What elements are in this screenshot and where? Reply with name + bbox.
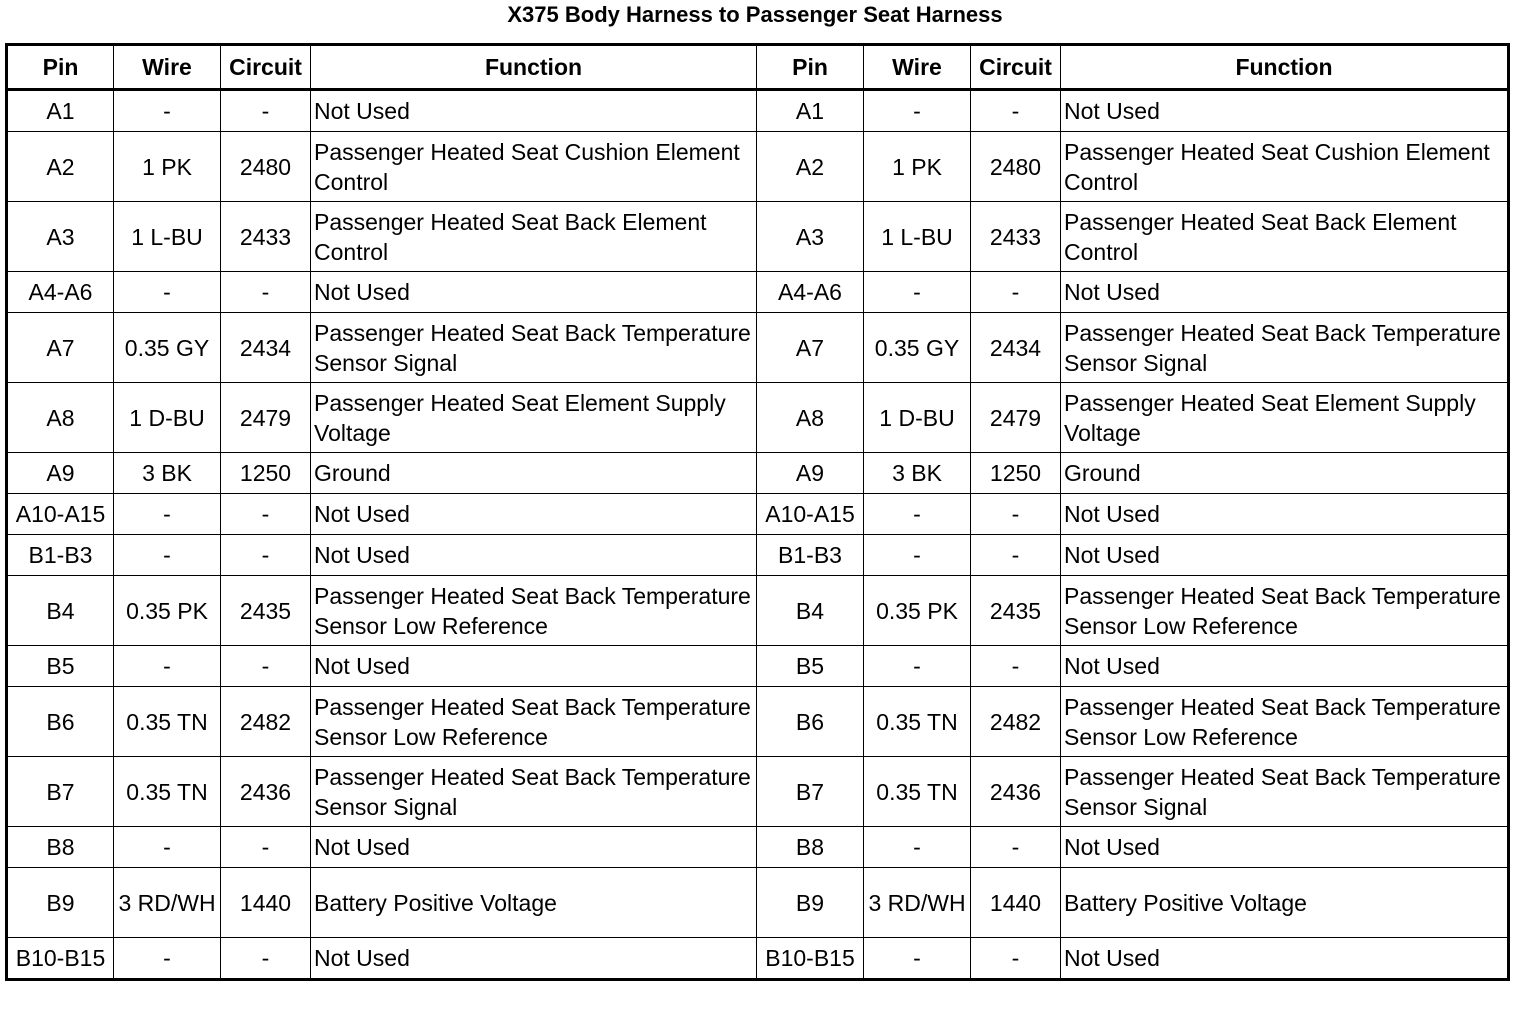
left-function-cell: Not Used bbox=[311, 646, 757, 687]
left-pin-cell: B9 bbox=[7, 868, 114, 938]
left-function-cell: Passenger Heated Seat Cushion Element Control bbox=[311, 132, 757, 202]
left-pin-cell: A9 bbox=[7, 453, 114, 494]
left-wire-cell: - bbox=[114, 272, 221, 313]
connector-pinout-table bbox=[5, 43, 1510, 981]
left-wire-cell: 0.35 TN bbox=[114, 687, 221, 757]
right-wire-cell: 0.35 PK bbox=[864, 576, 971, 646]
left-wire-cell: - bbox=[114, 646, 221, 687]
right-wire-cell: 1 L-BU bbox=[864, 202, 971, 272]
right-wire-cell: 1 D-BU bbox=[864, 383, 971, 453]
right-circuit-cell: - bbox=[971, 646, 1061, 687]
left-function-cell: Passenger Heated Seat Back Temperature Sensor Low Reference bbox=[311, 687, 757, 757]
right-pin-cell: A9 bbox=[757, 453, 864, 494]
left-pin-cell: B6 bbox=[7, 687, 114, 757]
table-row bbox=[7, 938, 1509, 980]
left-function-cell: Battery Positive Voltage bbox=[311, 868, 757, 938]
right-circuit-cell: - bbox=[971, 494, 1061, 535]
right-function-cell: Passenger Heated Seat Back Temperature Sensor Low Reference bbox=[1061, 687, 1509, 757]
right-pin-cell: B6 bbox=[757, 687, 864, 757]
left-circuit-cell: - bbox=[221, 494, 311, 535]
header-wire-left: Wire bbox=[114, 45, 221, 90]
header-pin-left: Pin bbox=[7, 45, 114, 90]
right-function-cell: Not Used bbox=[1061, 827, 1509, 868]
left-wire-cell: - bbox=[114, 90, 221, 132]
left-wire-cell: - bbox=[114, 827, 221, 868]
left-pin-cell: A2 bbox=[7, 132, 114, 202]
left-function-cell: Passenger Heated Seat Element Supply Voltage bbox=[311, 383, 757, 453]
left-circuit-cell: - bbox=[221, 827, 311, 868]
right-pin-cell: B8 bbox=[757, 827, 864, 868]
left-function-cell: Passenger Heated Seat Back Temperature Sensor Low Reference bbox=[311, 576, 757, 646]
left-function-cell: Passenger Heated Seat Back Temperature Sensor Signal bbox=[311, 313, 757, 383]
right-circuit-cell: - bbox=[971, 827, 1061, 868]
right-circuit-cell: - bbox=[971, 272, 1061, 313]
right-circuit-cell: 2480 bbox=[971, 132, 1061, 202]
right-pin-cell: A8 bbox=[757, 383, 864, 453]
table-row bbox=[7, 494, 1509, 535]
table-row bbox=[7, 757, 1509, 827]
left-circuit-cell: 2434 bbox=[221, 313, 311, 383]
right-circuit-cell: 1440 bbox=[971, 868, 1061, 938]
header-circuit-right: Circuit bbox=[971, 45, 1061, 90]
right-wire-cell: 0.35 TN bbox=[864, 687, 971, 757]
header-pin-right: Pin bbox=[757, 45, 864, 90]
left-pin-cell: B4 bbox=[7, 576, 114, 646]
right-function-cell: Not Used bbox=[1061, 646, 1509, 687]
right-wire-cell: - bbox=[864, 646, 971, 687]
left-circuit-cell: 2435 bbox=[221, 576, 311, 646]
right-circuit-cell: 2436 bbox=[971, 757, 1061, 827]
table-row bbox=[7, 202, 1509, 272]
right-circuit-cell: - bbox=[971, 535, 1061, 576]
table-row bbox=[7, 453, 1509, 494]
left-function-cell: Not Used bbox=[311, 272, 757, 313]
table-row bbox=[7, 535, 1509, 576]
right-circuit-cell: 1250 bbox=[971, 453, 1061, 494]
table-row bbox=[7, 272, 1509, 313]
table-title: X375 Body Harness to Passenger Seat Harness bbox=[507, 2, 1003, 27]
right-pin-cell: B4 bbox=[757, 576, 864, 646]
right-pin-cell: B10-B15 bbox=[757, 938, 864, 980]
left-pin-cell: A4-A6 bbox=[7, 272, 114, 313]
left-function-cell: Not Used bbox=[311, 938, 757, 980]
right-circuit-cell: 2433 bbox=[971, 202, 1061, 272]
left-pin-cell: B8 bbox=[7, 827, 114, 868]
right-function-cell: Battery Positive Voltage bbox=[1061, 868, 1509, 938]
right-function-cell: Passenger Heated Seat Back Temperature Sensor Signal bbox=[1061, 313, 1509, 383]
header-function-left: Function bbox=[311, 45, 757, 90]
right-function-cell: Passenger Heated Seat Back Temperature Sensor Low Reference bbox=[1061, 576, 1509, 646]
left-wire-cell: 0.35 TN bbox=[114, 757, 221, 827]
right-wire-cell: - bbox=[864, 535, 971, 576]
right-pin-cell: B7 bbox=[757, 757, 864, 827]
right-pin-cell: A1 bbox=[757, 90, 864, 132]
left-function-cell: Not Used bbox=[311, 827, 757, 868]
right-circuit-cell: - bbox=[971, 90, 1061, 132]
left-wire-cell: 1 PK bbox=[114, 132, 221, 202]
right-pin-cell: A2 bbox=[757, 132, 864, 202]
right-wire-cell: - bbox=[864, 827, 971, 868]
right-wire-cell: - bbox=[864, 938, 971, 980]
right-wire-cell: - bbox=[864, 272, 971, 313]
left-wire-cell: 3 RD/WH bbox=[114, 868, 221, 938]
left-circuit-cell: - bbox=[221, 938, 311, 980]
header-row bbox=[7, 45, 1509, 90]
left-pin-cell: A8 bbox=[7, 383, 114, 453]
left-pin-cell: B5 bbox=[7, 646, 114, 687]
right-wire-cell: 1 PK bbox=[864, 132, 971, 202]
right-wire-cell: - bbox=[864, 90, 971, 132]
left-wire-cell: - bbox=[114, 494, 221, 535]
right-wire-cell: 0.35 TN bbox=[864, 757, 971, 827]
left-pin-cell: A3 bbox=[7, 202, 114, 272]
left-wire-cell: 1 L-BU bbox=[114, 202, 221, 272]
right-circuit-cell: 2482 bbox=[971, 687, 1061, 757]
right-function-cell: Not Used bbox=[1061, 272, 1509, 313]
right-function-cell: Not Used bbox=[1061, 90, 1509, 132]
left-circuit-cell: 2479 bbox=[221, 383, 311, 453]
left-pin-cell: A1 bbox=[7, 90, 114, 132]
table-row bbox=[7, 90, 1509, 132]
right-function-cell: Not Used bbox=[1061, 938, 1509, 980]
right-function-cell: Passenger Heated Seat Back Temperature Sensor Signal bbox=[1061, 757, 1509, 827]
left-function-cell: Not Used bbox=[311, 90, 757, 132]
left-pin-cell: B1-B3 bbox=[7, 535, 114, 576]
left-wire-cell: 3 BK bbox=[114, 453, 221, 494]
left-circuit-cell: 1250 bbox=[221, 453, 311, 494]
table-row bbox=[7, 383, 1509, 453]
left-wire-cell: - bbox=[114, 535, 221, 576]
left-circuit-cell: 1440 bbox=[221, 868, 311, 938]
left-function-cell: Not Used bbox=[311, 494, 757, 535]
table-row bbox=[7, 687, 1509, 757]
right-pin-cell: B1-B3 bbox=[757, 535, 864, 576]
left-pin-cell: A7 bbox=[7, 313, 114, 383]
right-pin-cell: A3 bbox=[757, 202, 864, 272]
right-pin-cell: B9 bbox=[757, 868, 864, 938]
left-circuit-cell: - bbox=[221, 535, 311, 576]
table-row bbox=[7, 576, 1509, 646]
header-wire-right: Wire bbox=[864, 45, 971, 90]
right-function-cell: Passenger Heated Seat Back Element Control bbox=[1061, 202, 1509, 272]
right-circuit-cell: 2434 bbox=[971, 313, 1061, 383]
right-function-cell: Ground bbox=[1061, 453, 1509, 494]
left-wire-cell: 0.35 PK bbox=[114, 576, 221, 646]
left-function-cell: Passenger Heated Seat Back Temperature Sensor Signal bbox=[311, 757, 757, 827]
left-wire-cell: 1 D-BU bbox=[114, 383, 221, 453]
right-pin-cell: B5 bbox=[757, 646, 864, 687]
left-wire-cell: 0.35 GY bbox=[114, 313, 221, 383]
right-wire-cell: - bbox=[864, 494, 971, 535]
left-pin-cell: B10-B15 bbox=[7, 938, 114, 980]
right-function-cell: Passenger Heated Seat Element Supply Voltage bbox=[1061, 383, 1509, 453]
left-circuit-cell: 2480 bbox=[221, 132, 311, 202]
left-wire-cell: - bbox=[114, 938, 221, 980]
left-circuit-cell: - bbox=[221, 646, 311, 687]
table-row bbox=[7, 646, 1509, 687]
left-circuit-cell: - bbox=[221, 90, 311, 132]
table-row bbox=[7, 313, 1509, 383]
right-function-cell: Not Used bbox=[1061, 535, 1509, 576]
table-row bbox=[7, 827, 1509, 868]
header-function-right: Function bbox=[1061, 45, 1509, 90]
left-circuit-cell: 2436 bbox=[221, 757, 311, 827]
left-circuit-cell: 2482 bbox=[221, 687, 311, 757]
left-circuit-cell: 2433 bbox=[221, 202, 311, 272]
right-wire-cell: 3 BK bbox=[864, 453, 971, 494]
right-pin-cell: A10-A15 bbox=[757, 494, 864, 535]
right-wire-cell: 0.35 GY bbox=[864, 313, 971, 383]
left-circuit-cell: - bbox=[221, 272, 311, 313]
header-circuit-left: Circuit bbox=[221, 45, 311, 90]
left-function-cell: Passenger Heated Seat Back Element Control bbox=[311, 202, 757, 272]
right-pin-cell: A4-A6 bbox=[757, 272, 864, 313]
left-function-cell: Not Used bbox=[311, 535, 757, 576]
table-row bbox=[7, 132, 1509, 202]
left-pin-cell: B7 bbox=[7, 757, 114, 827]
right-pin-cell: A7 bbox=[757, 313, 864, 383]
left-pin-cell: A10-A15 bbox=[7, 494, 114, 535]
right-wire-cell: 3 RD/WH bbox=[864, 868, 971, 938]
pin-rows bbox=[7, 90, 1509, 980]
right-function-cell: Passenger Heated Seat Cushion Element Control bbox=[1061, 132, 1509, 202]
right-circuit-cell: - bbox=[971, 938, 1061, 980]
right-function-cell: Not Used bbox=[1061, 494, 1509, 535]
right-circuit-cell: 2479 bbox=[971, 383, 1061, 453]
left-function-cell: Ground bbox=[311, 453, 757, 494]
table-row bbox=[7, 868, 1509, 938]
right-circuit-cell: 2435 bbox=[971, 576, 1061, 646]
